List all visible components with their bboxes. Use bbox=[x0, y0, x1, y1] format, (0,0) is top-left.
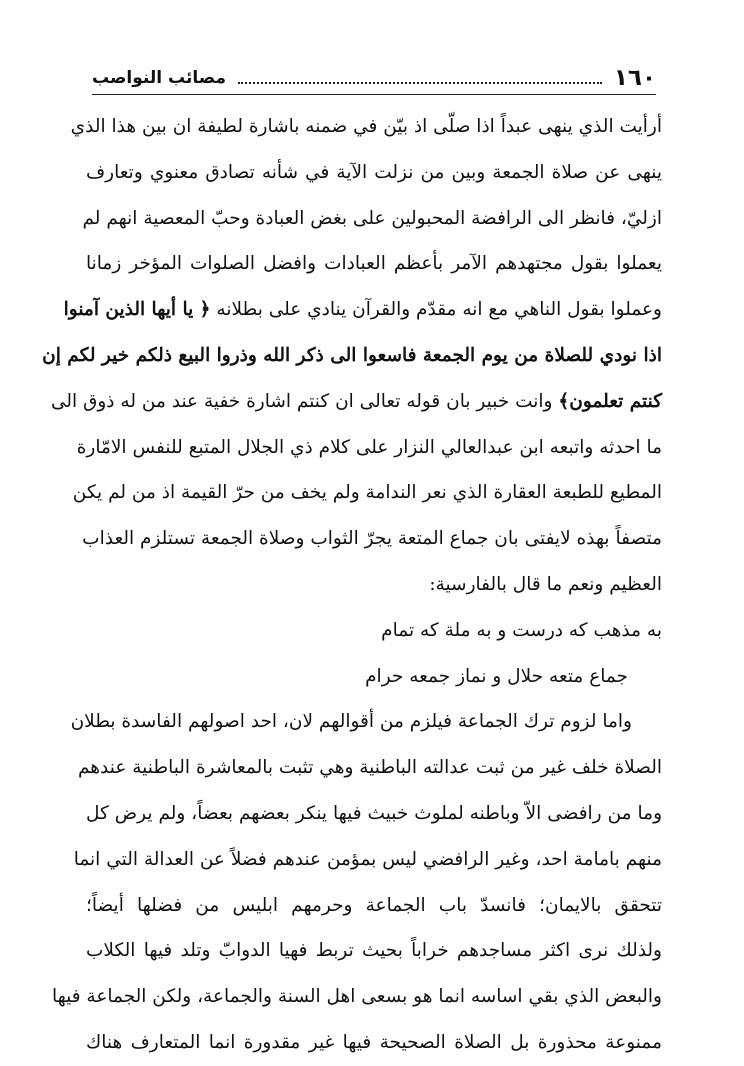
text-line: ممنوعة محذورة بل الصلاة الصحيحة فيها غير مقدورة انما المتعارف هناك bbox=[86, 1031, 662, 1053]
header-dot-leader bbox=[238, 82, 602, 84]
text-line: الصلاة خلف غير من ثبت عدالته الباطنية وهي تثبت بالمعاشرة الباطنية عندهم bbox=[77, 757, 662, 779]
page-number: ١٦٠ bbox=[613, 65, 656, 91]
verse-line: به مذهب كه درست و به ملة كه تمام bbox=[381, 619, 662, 641]
text-line: المطيع للطبعة العقارة الذي نعر الندامة ولم يخف من حرّ القيمة اذ من لم يكن bbox=[72, 482, 662, 504]
text-line: العظيم ونعم ما قال بالفارسية: bbox=[429, 573, 662, 595]
text-line: والبعض الذي بقي اساسه انما هو بسعى اهل السنة والجماعة، ولكن الجماعة فيها bbox=[51, 986, 662, 1008]
running-title: مصائب النواصب bbox=[92, 68, 227, 88]
verse-line: جماع متعه حلال و نماز جمعه حرام bbox=[365, 665, 628, 687]
body-text bbox=[42, 104, 662, 1066]
text-line: متصفاً بهذه لايفتى بان جماع المتعة يجرّ الثواب وصلاة الجمعة تستلزم العذاب bbox=[82, 528, 662, 550]
text-line bbox=[50, 379, 662, 425]
text-line: وما من رافضى الاّ وباطنه لملوث خبيث فيها ينكر بعضهم بعضاً، ولم يرض كل bbox=[86, 802, 662, 824]
text-line: ولذلك نرى اكثر مساجدهم خراباً بحيث تربط فهيا الدوابّ وتلد فيها الكلاب bbox=[86, 940, 662, 962]
text-line: منهم بامامة احد، وغير الرافضي ليس بمؤمن عندهم فضلاً عن العدالة التي انما bbox=[73, 848, 662, 870]
page-header bbox=[92, 64, 656, 92]
text-line: ينهى عن صلاة الجمعة وبين من نزلت الآية في شأنه تصادق معنوي وتعارف bbox=[86, 161, 662, 183]
quran-quote: كنتم تعلمون bbox=[569, 390, 662, 412]
header-rule bbox=[92, 94, 656, 95]
text-segment: وانت خبير بان قوله تعالى ان كنتم اشارة خفية عند من له ذوق الى bbox=[50, 390, 553, 412]
text-segment: وعملوا بقول الناهي مع انه مقدّم والقرآن ينادي على بطلانه bbox=[216, 299, 662, 321]
text-line: ما احدثه واتبعه ابن عبدالعالي النزار على كلام ذي الجلال المتبع للنفس الامّارة bbox=[76, 436, 662, 458]
text-line: أرأيت الذي ينهى عبداً اذا صلّى اذ بيّن في ضمنه باشارة لطيفة ان بين هذا الذي bbox=[70, 116, 662, 137]
text-line: تتحقق بالايمان؛ فانسدّ باب الجماعة وحرمهم ابليس من فضلها أيضاً؛ bbox=[86, 894, 662, 916]
quran-bracket: ﴾ bbox=[558, 390, 570, 412]
quran-quote-line: اذا نودي للصلاة من يوم الجمعة فاسعوا الى ذكر الله وذروا البيع ذلكم خير لكم إن bbox=[42, 344, 662, 366]
quran-quote: ﴿ يا أيها الذين آمنوا bbox=[63, 299, 211, 321]
text-line: يعملوا بقول مجتهدهم الآمر بأعظم العبادات وافضل الصلوات المؤخر زمانا bbox=[86, 253, 662, 275]
text-line: ازليّ، فانظر الى الرافضة المحبولين على بغض العبادة وحبّ المعصية انهم لم bbox=[82, 207, 662, 229]
text-line bbox=[63, 287, 662, 333]
text-line: واما لزوم ترك الجماعة فيلزم من أقوالهم لان، احد اصولهم الفاسدة بطلان bbox=[70, 711, 632, 733]
